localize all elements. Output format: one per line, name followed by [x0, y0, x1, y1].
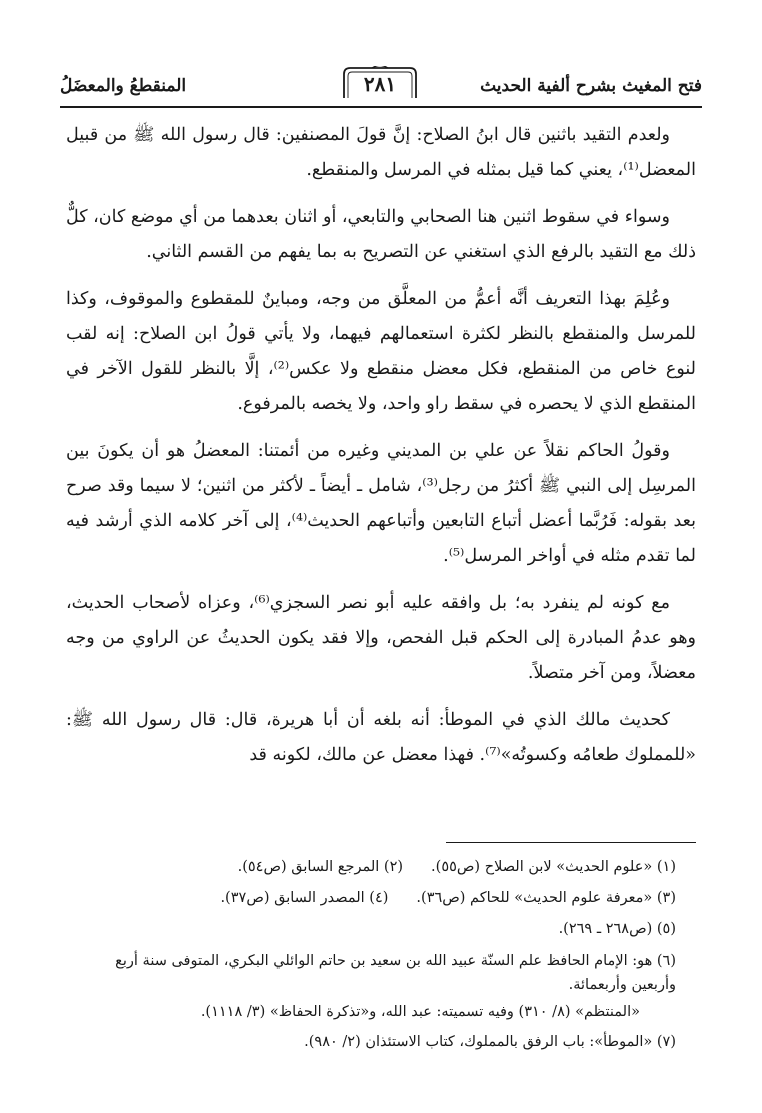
page-number-ornament	[342, 66, 418, 100]
header-rule	[60, 106, 702, 108]
paragraph: كحديث مالك الذي في الموطأ: أنه بلغه أن أبا هريرة، قال: قال رسول الله ﷺ: «للمملوك طعامُه وكسوتُه»⁽⁷⁾. فهذا معضل عن مالك، لكونه قد	[66, 710, 696, 765]
footnote-separator	[446, 842, 696, 843]
paragraph: مع كونه لم ينفرد به؛ بل وافقه عليه أبو نصر السجزي⁽⁶⁾، وعزاه لأصحاب الحديث، وهو عدمُ المبادرة إلى الحكم قبل الفحص، وإلا فقد يكون الحديثُ عن الراوي من وجه معضلاً، ومن آخر متصلاً.	[66, 593, 696, 683]
footnote-2: (٢) المرجع السابق (ص٥٤).	[237, 859, 404, 875]
footnote-1: (١) «علوم الحديث» لابن الصلاح (ص٥٥).	[431, 859, 676, 875]
chapter-title: المنقطعُ والمعضَلُ	[60, 76, 187, 96]
footnotes	[74, 852, 676, 1058]
footnote-5: (٥) (ص٢٦٨ ـ ٢٦٩).	[558, 921, 676, 937]
main-text	[66, 118, 696, 785]
running-header	[60, 66, 702, 106]
footnote-row	[74, 883, 676, 914]
page-number: ٢٨١	[363, 72, 397, 96]
paragraph: وسواء في سقوط اثنين هنا الصحابي والتابعي، أو اثنان بعدهما من أي موضع كان، كلٌّ ذلك مع التقيد بالرفع الذي استغني عن التصريح به بما يفهم من القسم الثاني.	[66, 207, 696, 262]
book-title: فتح المغيث بشرح ألفية الحديث	[480, 76, 702, 96]
footnote-4: (٤) المصدر السابق (ص٣٧).	[220, 890, 389, 906]
footnote-6-source: «المنتظم» (٨/ ٣١٠) وفيه تسميته: عبد الله، و«تذكرة الحفاظ» (٣/ ١١١٨).	[200, 1004, 640, 1020]
footnote-7: (٧) «الموطأ»: باب الرفق بالمملوك، كتاب الاستئذان (٢/ ٩٨٠).	[304, 1034, 676, 1050]
paragraph: وعُلِمَ بهذا التعريف أنَّه أعمُّ من المعلَّق من وجه، ومباينٌ للمقطوع والموقوف، وكذا للمرسل والمنقطع بالنظر لكثرة استعمالهم فيهما، ولا يأتي قولُ ابن الصلاح: إنه لقب لنوع خاص من المنقطع، فكل معضل منقطع ولا عكس⁽²⁾، إلَّا بالنظر للقول الآخر في المنقطع الذي لا يحصره في سقط راو واحد، ولا يخصه بالمرفوع.	[66, 289, 696, 414]
footnote-6: (٦) هو: الإمام الحافظ علم السنّة عبيد الله بن سعيد بن حاتم الوائلي البكري، المتوفى سنة أربع وأربعين وأربعمائة.	[115, 953, 676, 993]
footnote-3: (٣) «معرفة علوم الحديث» للحاكم (ص٣٦).	[416, 890, 676, 906]
paragraph: ولعدم التقيد باثنين قال ابنُ الصلاح: إنَّ قولَ المصنفين: قال رسول الله ﷺ من قبيل المعضل⁽¹⁾، يعني كما قيل بمثله في المرسل والمنقطع.	[66, 125, 696, 180]
footnote-row	[74, 852, 676, 883]
paragraph: وقولُ الحاكم نقلاً عن علي بن المديني وغيره من أئمتنا: المعضلُ هو أن يكونَ بين المرسِل إلى النبي ﷺ أكثرُ من رجل⁽³⁾، شامل ـ أيضاً ـ لأكثر من اثنين؛ لا سيما وقد صرح بعد بقوله: فَرُبَّما أعضل أتباع التابعين وأتباعهم الحديث⁽⁴⁾، إلى آخر كلامه الذي أرشد فيه لما تقدم مثله في أواخر المرسل⁽⁵⁾.	[66, 441, 696, 566]
